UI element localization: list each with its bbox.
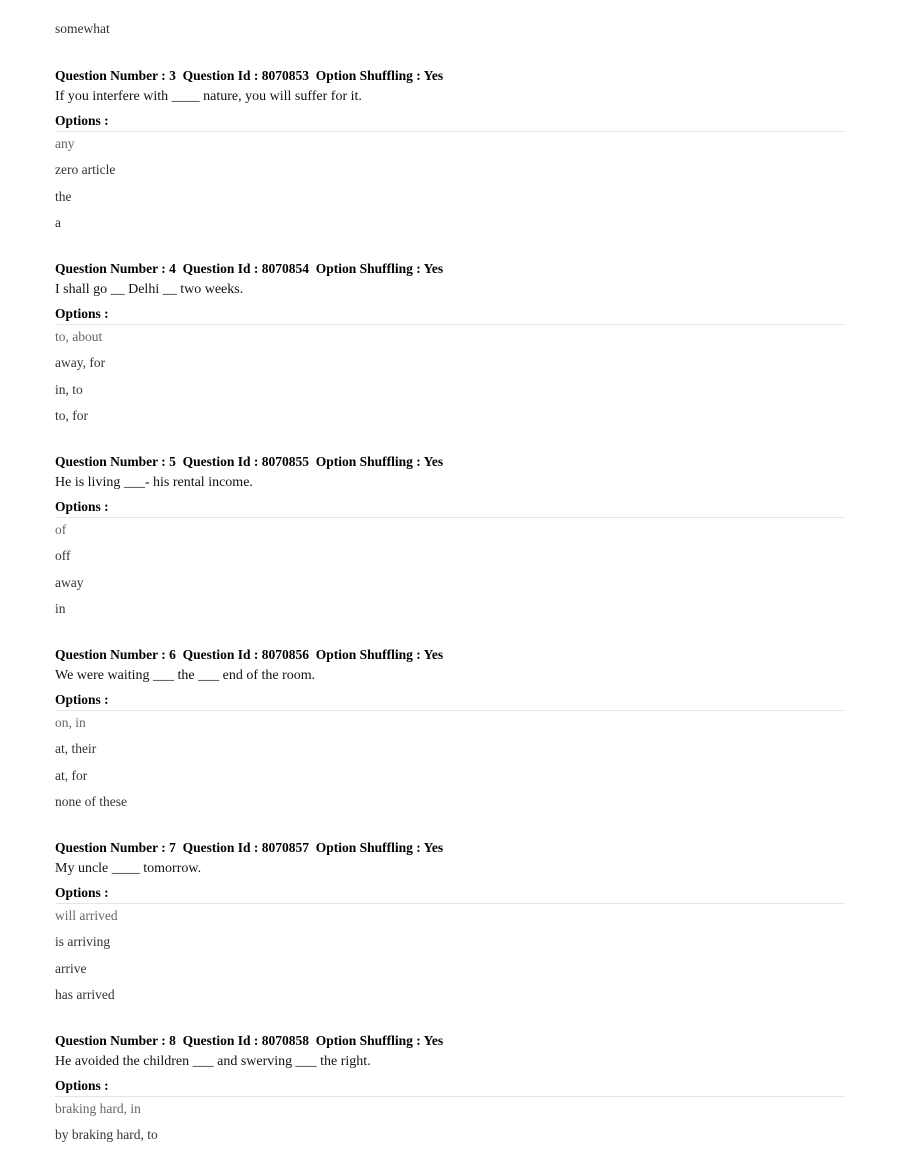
option-2: at, their [55,741,97,756]
option-1: braking hard, in [55,1101,141,1116]
options-label: Options : [55,692,109,707]
question-text: We were waiting ___ the ___ end of the room. [55,668,316,683]
divider [55,324,845,325]
option-3: in, to [55,382,83,397]
divider [55,1096,845,1097]
question-header: Question Number : 6 Question Id : 8070856 Option Shuffling : Yes [55,647,444,662]
option-4: a [55,215,61,230]
divider [55,710,845,711]
options-label: Options : [55,499,109,514]
question-header: Question Number : 3 Question Id : 8070853 Option Shuffling : Yes [55,68,444,83]
divider [55,903,845,904]
option-1: any [55,136,75,151]
divider [55,517,845,518]
option-1: on, in [55,715,86,730]
option-3: the [55,189,72,204]
option-2: away, for [55,355,106,370]
previous-question-option: somewhat [55,21,110,36]
option-2: off [55,548,71,563]
option-2: zero article [55,162,116,177]
option-1: will arrived [55,908,118,923]
question-text: If you interfere with ____ nature, you will suffer for it. [55,89,362,104]
options-label: Options : [55,885,109,900]
question-header: Question Number : 8 Question Id : 8070858 Option Shuffling : Yes [55,1033,444,1048]
divider [55,131,845,132]
question-header: Question Number : 7 Question Id : 8070857 Option Shuffling : Yes [55,840,444,855]
option-2: is arriving [55,934,111,949]
option-3: arrive [55,961,87,976]
options-label: Options : [55,1078,109,1093]
option-1: to, about [55,329,103,344]
options-label: Options : [55,113,109,128]
question-header: Question Number : 5 Question Id : 8070855 Option Shuffling : Yes [55,454,444,469]
options-label: Options : [55,306,109,321]
question-text: I shall go __ Delhi __ two weeks. [55,282,244,297]
option-2: by braking hard, to [55,1127,158,1142]
question-text: My uncle ____ tomorrow. [55,861,202,876]
question-text: He avoided the children ___ and swerving ___ the right. [55,1054,371,1069]
option-1: of [55,522,67,537]
option-4: to, for [55,408,88,423]
option-3: at, for [55,768,88,783]
option-4: has arrived [55,987,115,1002]
question-header: Question Number : 4 Question Id : 8070854 Option Shuffling : Yes [55,261,444,276]
option-4: none of these [55,794,127,809]
option-4: in [55,601,66,616]
question-text: He is living ___- his rental income. [55,475,253,490]
option-3: away [55,575,84,590]
